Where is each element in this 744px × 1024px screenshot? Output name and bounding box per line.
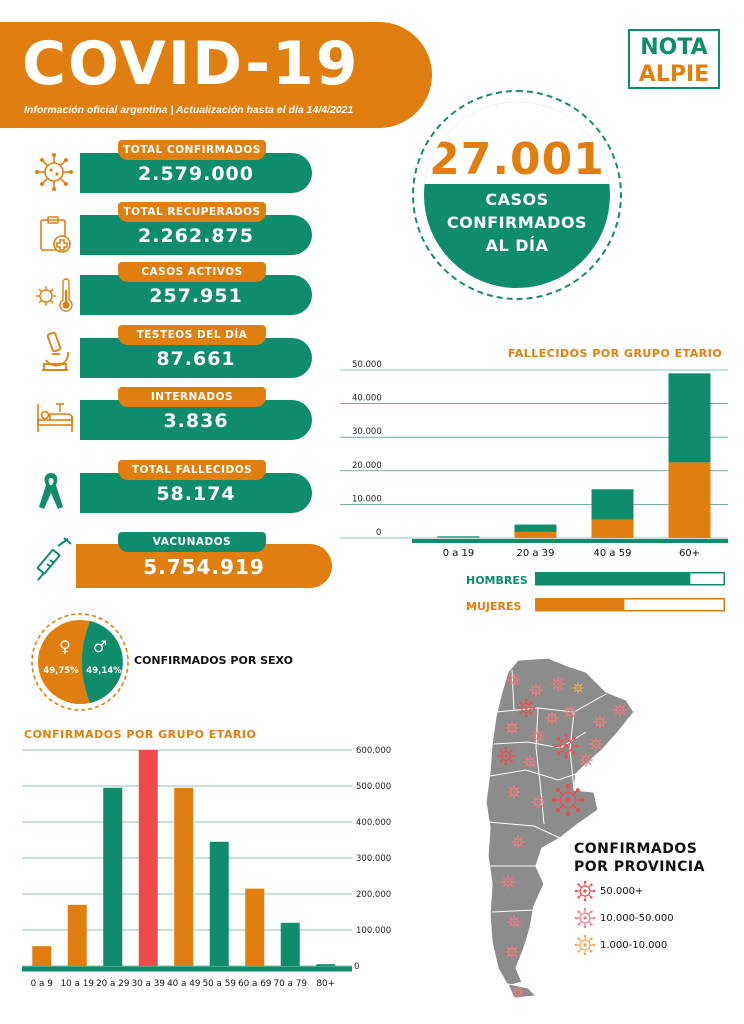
legend-men-bar xyxy=(535,572,725,588)
logo-line2: ALPIE xyxy=(638,62,710,87)
deaths-bar-women xyxy=(515,532,557,538)
stat-deaths-label: TOTAL FALLECIDOS xyxy=(118,460,266,480)
virus-marker-icon xyxy=(613,703,627,717)
deaths-y-tick: 40.000 xyxy=(352,393,382,404)
age-bar xyxy=(139,750,158,966)
virus-marker-icon xyxy=(507,673,521,687)
virus-marker-icon xyxy=(501,875,515,889)
page-title: COVID-19 xyxy=(22,29,360,99)
deaths-x-label: 40 a 59 xyxy=(593,548,632,559)
deaths-chart xyxy=(340,360,730,560)
age-bar xyxy=(68,905,87,966)
stat-deaths-value: 58.174 xyxy=(156,483,236,505)
deaths-bar-men xyxy=(438,536,480,537)
map-legend-2: 10.000-50.000 xyxy=(600,913,674,924)
deaths-bar-women xyxy=(669,462,711,538)
age-y-tick: 200.000 xyxy=(356,890,392,900)
age-bar xyxy=(245,889,264,966)
stat-vaccinated-label: VACUNADOS xyxy=(118,532,266,552)
deaths-y-tick: 0 xyxy=(376,528,382,538)
daily-cases-circle xyxy=(424,102,610,288)
stat-tests-label: TESTEOS DEL DÍA xyxy=(118,325,266,345)
deaths-chart-title: FALLECIDOS POR GRUPO ETARIO xyxy=(508,347,723,360)
deaths-x-label: 20 a 39 xyxy=(516,548,555,559)
sex-chart-title: CONFIRMADOS POR SEXO xyxy=(134,654,293,667)
deaths-y-tick: 30.000 xyxy=(352,427,382,438)
deaths-x-label: 0 a 19 xyxy=(442,548,475,559)
stat-recovered-value: 2.262.875 xyxy=(138,225,254,247)
virus-icon xyxy=(34,152,74,192)
virus-marker-icon xyxy=(517,699,535,717)
legend-women: MUJERES xyxy=(466,600,522,613)
age-x-label: 60 a 69 xyxy=(238,979,272,989)
deaths-bar-women xyxy=(438,537,480,538)
stat-hospitalized-label: INTERNADOS xyxy=(118,387,266,407)
male-icon: ♂ xyxy=(92,637,108,656)
age-y-tick: 100.000 xyxy=(356,926,392,936)
virus-marker-icon xyxy=(512,986,523,997)
stat-recovered-label: TOTAL RECUPERADOS xyxy=(118,202,266,222)
stat-vaccinated-value: 5.754.919 xyxy=(143,555,265,579)
age-bar xyxy=(103,788,122,966)
virus-marker-icon xyxy=(563,705,577,719)
virus-marker-icon xyxy=(579,753,593,767)
virus-marker-icon xyxy=(505,721,519,735)
map-legend-3: 1.000-10.000 xyxy=(600,940,668,951)
microscope-icon xyxy=(38,330,72,374)
age-bar xyxy=(174,788,193,966)
map-title xyxy=(574,840,705,876)
virus-marker-icon xyxy=(529,683,543,697)
map-title-line2: POR PROVINCIA xyxy=(574,859,705,875)
age-x-label: 80+ xyxy=(316,979,336,989)
ribbon-icon xyxy=(38,470,64,512)
deaths-bar-women xyxy=(592,520,634,538)
age-x-label: 0 a 9 xyxy=(30,979,53,989)
nota-al-pie-logo xyxy=(628,29,720,89)
legend-virus-icon xyxy=(575,908,596,929)
stat-confirmed-label: TOTAL CONFIRMADOS xyxy=(118,140,266,160)
age-y-tick: 300.000 xyxy=(356,854,392,864)
age-x-label: 20 a 29 xyxy=(96,979,130,989)
age-x-label: 10 a 19 xyxy=(60,979,94,989)
virus-marker-icon xyxy=(553,733,578,758)
age-x-label: 30 a 39 xyxy=(131,979,165,989)
deaths-bar-men xyxy=(515,525,557,532)
map-legend-icons xyxy=(574,880,596,960)
map-legend-1: 50.000+ xyxy=(600,886,644,897)
age-chart xyxy=(14,740,394,992)
stat-active-value: 257.951 xyxy=(149,285,243,307)
virus-marker-icon xyxy=(552,784,584,816)
clipboard-cross-icon xyxy=(38,214,72,254)
deaths-y-tick: 10.000 xyxy=(352,494,382,505)
age-x-label: 50 a 59 xyxy=(202,979,236,989)
legend-women-bar xyxy=(535,598,725,614)
daily-label-line2: CONFIRMADOS xyxy=(446,213,588,232)
male-percent: 49,14% xyxy=(86,666,122,676)
virus-marker-icon xyxy=(511,835,525,849)
virus-marker-icon xyxy=(523,755,537,769)
age-y-tick: 500.000 xyxy=(356,782,392,792)
virus-marker-icon xyxy=(551,677,565,691)
legend-men: HOMBRES xyxy=(466,574,528,587)
virus-marker-icon xyxy=(531,729,545,743)
deaths-y-tick: 50.000 xyxy=(352,360,382,370)
argentina-shape xyxy=(486,658,634,986)
age-y-tick: 0 xyxy=(354,962,360,972)
syringe-icon xyxy=(34,536,74,584)
sex-pie xyxy=(28,612,132,712)
stat-hospitalized-value: 3.836 xyxy=(163,410,229,432)
thermometer-icon xyxy=(34,278,74,314)
age-bar xyxy=(316,964,335,966)
stat-tests-value: 87.661 xyxy=(156,348,236,370)
virus-marker-icon xyxy=(531,795,545,809)
virus-marker-icon xyxy=(507,785,521,799)
age-bar xyxy=(32,946,51,966)
daily-cases-label xyxy=(424,188,610,257)
age-x-label: 40 a 49 xyxy=(167,979,201,989)
age-bar xyxy=(210,842,229,966)
legend-virus-icon xyxy=(575,935,596,956)
virus-marker-icon xyxy=(497,747,515,765)
virus-marker-icon xyxy=(572,682,583,693)
daily-label-line3: AL DÍA xyxy=(485,236,549,255)
deaths-y-tick: 20.000 xyxy=(352,460,382,471)
virus-marker-icon xyxy=(545,711,559,725)
virus-marker-icon xyxy=(507,915,521,929)
age-x-label: 70 a 79 xyxy=(273,979,307,989)
deaths-bar-men xyxy=(669,373,711,462)
age-chart-title: CONFIRMADOS POR GRUPO ETARIO xyxy=(24,728,257,741)
female-icon: ♀ xyxy=(59,637,71,656)
hospital-bed-icon xyxy=(34,398,76,434)
daily-label-line1: CASOS xyxy=(485,190,549,209)
deaths-bar-men xyxy=(592,489,634,519)
stat-confirmed-value: 2.579.000 xyxy=(138,163,254,185)
age-y-tick: 600.000 xyxy=(356,746,392,756)
virus-marker-icon xyxy=(593,715,607,729)
page-subtitle: Información oficial argentina | Actualización hasta el día 14/4/2021 xyxy=(24,104,354,116)
age-y-tick: 400.000 xyxy=(356,818,392,828)
logo-line1: NOTA xyxy=(640,35,708,60)
legend-virus-icon xyxy=(575,881,596,902)
age-bar xyxy=(281,923,300,966)
daily-cases-value: 27.001 xyxy=(429,134,605,185)
stat-active-label: CASOS ACTIVOS xyxy=(118,262,266,282)
map-title-line1: CONFIRMADOS xyxy=(574,841,698,857)
female-percent: 49,75% xyxy=(43,666,79,676)
virus-marker-icon xyxy=(505,945,519,959)
deaths-x-label: 60+ xyxy=(678,548,701,559)
virus-marker-icon xyxy=(589,737,603,751)
